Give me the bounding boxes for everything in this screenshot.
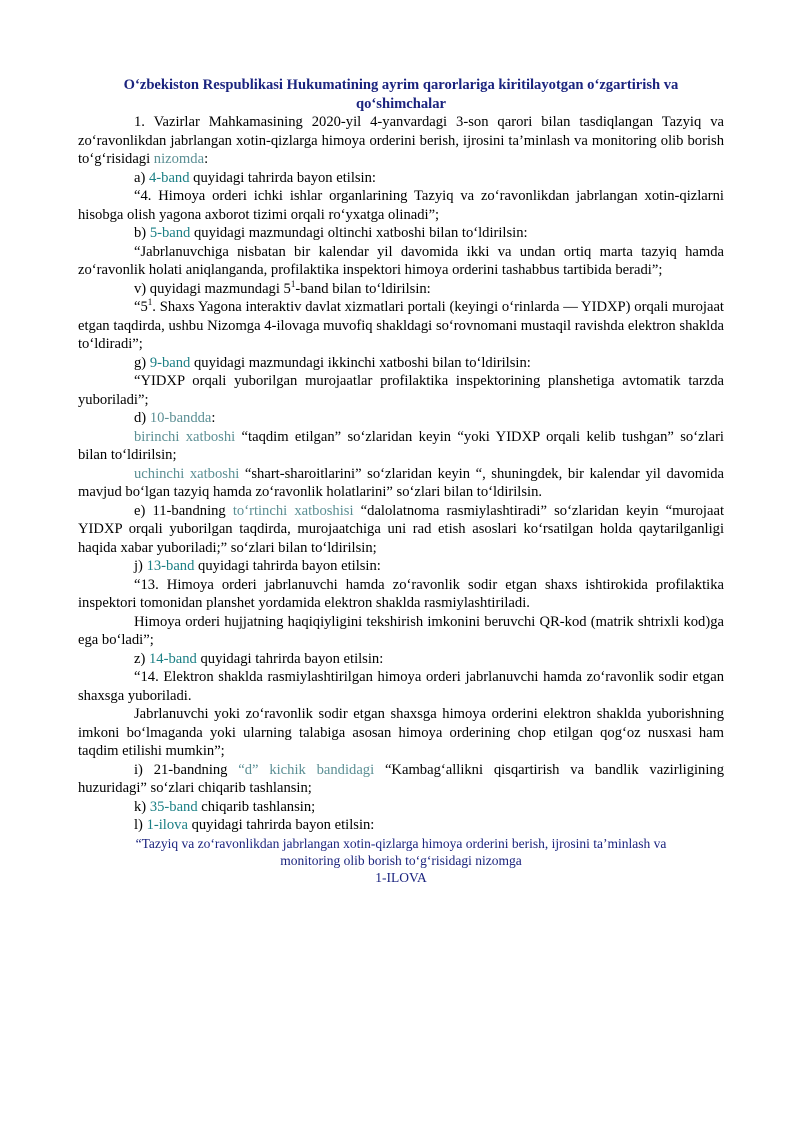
link-14-band[interactable]: 14-band <box>149 650 197 667</box>
link-35-band[interactable]: 35-band <box>149 798 198 815</box>
item-j-quote-2: Himoya orderi hujjatning haqiqiyligini tekshirish imkonini beruvchi QR-kod (matrik shtrixli kod)ga ega bo‘ladi”; <box>78 613 724 648</box>
item-k: k) 35-band chiqarib tashlansin; <box>134 798 316 815</box>
item-d: d) 10-bandda: <box>134 410 216 426</box>
item-d-1: birinchi xatboshi “taqdim etilgan” so‘zlaridan keyin “yoki YIDXP orqali kelib tushgan” so‘zlari bilan to‘ldirilsin; <box>78 428 724 463</box>
link-d-kichik-bandidagi[interactable]: “d” kichik bandidagi <box>238 761 375 778</box>
document-title: O‘zbekiston Respublikasi Hukumatining ayrim qarorlariga kiritilayotgan o‘zgartirish va qo‘shimchalar <box>123 77 679 112</box>
link-4-band[interactable]: 4-band <box>149 169 190 186</box>
link-9-band[interactable]: 9-band <box>149 354 191 371</box>
link-uchinchi-xatboshi[interactable]: uchinchi xatboshi <box>134 465 240 482</box>
link-nizomda[interactable]: nizomda <box>153 151 205 167</box>
item-b: b) 5-band quyidagi mazmundagi oltinchi xatboshi bilan to‘ldirilsin: <box>134 225 528 241</box>
item-a: a) 4-band quyidagi tahrirda bayon etilsin: <box>134 169 376 186</box>
item-v: v) quyidagi mazmundagi $5^1$-band bilan to‘ldirilsin: <box>134 278 431 297</box>
item-j-quote-1: “13. Himoya orderi jabrlanuvchi hamda zo‘ravonlik sodir etgan shaxs ishtirokida profilaktika inspektori tomonidan planshet yordamida elektron shaklda rasmiylashtiriladi. <box>78 576 724 611</box>
item-g: g) 9-band quyidagi mazmundagi ikkinchi xatboshi bilan to‘ldirilsin: <box>134 354 531 371</box>
item-z-quote-1: “14. Elektron shaklda rasmiylashtirilgan himoya orderi jabrlanuvchi hamda zo‘ravonlik sodir etgan shaxsga yuboriladi. <box>78 669 724 704</box>
item-b-quote: “Jabrlanuvchiga nisbatan bir kalendar yil davomida ikki va undan ortiq marta tazyiq hamda zo‘ravonlik holati aniqlanganda, profilaktika inspektori himoya orderini tashabbus tartibida beradi”; <box>78 243 724 278</box>
item-z: z) 14-band quyidagi tahrirda bayon etilsin: <box>134 650 384 667</box>
item-z-quote-2: Jabrlanuvchi yoki zo‘ravonlik sodir etgan shaxsga himoya orderini elektron shaklda yuborishning imkoni bo‘lmaganda yoki ularning talabiga asosan himoya orderining chop etilgan qog‘oz nusxasi ham taqdim etilishi mumkin”; <box>78 706 724 759</box>
item-i: i) 21-bandning “d” kichik bandidagi “Kambag‘allikni qisqartirish va bandlik vazirligining huzuridagi” so‘zlari chiqarib tashlansin; <box>78 761 724 796</box>
link-13-band[interactable]: 13-band <box>146 558 195 574</box>
link-birinchi-xatboshi[interactable]: birinchi xatboshi <box>134 428 236 445</box>
item-j: j) 13-band quyidagi tahrirda bayon etilsin: <box>134 558 381 574</box>
paragraph-1: 1. Vazirlar Mahkamasining 2020-yil 4-yanvardagi 3-son qarori bilan tasdiqlangan Tazyiq va zo‘ravonlikdan jabrlangan xotin-qizlarga himoya orderini berish, ijrosini ta’minlash va monitoring olib borish to‘g‘risidagi nizomda: <box>78 114 724 167</box>
document-page <box>78 76 724 886</box>
item-g-quote: “YIDXP orqali yuborilgan murojaatlar profilaktika inspektorining planshetiga avtomatik tarzda yuboriladi”; <box>78 373 724 408</box>
link-1-ilova[interactable]: 1-ilova <box>146 817 188 833</box>
link-10-bandda[interactable]: 10-bandda <box>149 410 212 426</box>
annex-heading: “Tazyiq va zo‘ravonlikdan jabrlangan xotin-qizlarga himoya orderini berish, ijrosini ta’minlash va monitoring olib borish to‘g‘risidagi nizomga 1-ILOVA <box>135 835 667 885</box>
item-a-quote: “4. Himoya orderi ichki ishlar organlarining Tazyiq va zo‘ravonlikdan jabrlangan xotin-qizlarni hisobga olish yagona axborot tizimi orqali ro‘yxatga olinadi”; <box>78 188 724 223</box>
link-tortinchi-xatboshisi[interactable]: to‘rtinchi xatboshisi <box>232 502 354 519</box>
item-d-2: uchinchi xatboshi “shart-sharoitlarini” so‘zlaridan keyin “, shuningdek, bir kalendar yil davomida mavjud bo‘lgan tazyiq hamda zo‘ravonlik holatlarini” so‘zlari bilan to‘ldirilsin. <box>78 465 724 500</box>
link-5-band[interactable]: 5-band <box>149 225 191 241</box>
item-l: l) 1-ilova quyidagi tahrirda bayon etilsin: <box>134 817 375 833</box>
annex-label: 1-ILOVA <box>375 869 427 885</box>
item-e: e) 11-bandning to‘rtinchi xatboshisi “dalolatnoma rasmiylashtiradi” so‘zlaridan keyin “murojaat YIDXP orqali yuborilgan taqdirda, murojaatchiga uni rad etish asoslari ko‘rsatilgan holda qaytarilganligi haqida xabar yuboriladi;” so‘zlari bilan to‘ldirilsin; <box>78 502 724 556</box>
item-v-quote: “$5^1$. Shaxs Yagona interaktiv davlat xizmatlari portali (keyingi o‘rinlarda — YIDXP) orqali murojaat etgan taqdirda, ushbu Nizomga 4-ilovaga muvofiq shakldagi so‘rovnomani mustaqil ravishda elektron shaklda to‘ldiradi”; <box>78 297 724 352</box>
